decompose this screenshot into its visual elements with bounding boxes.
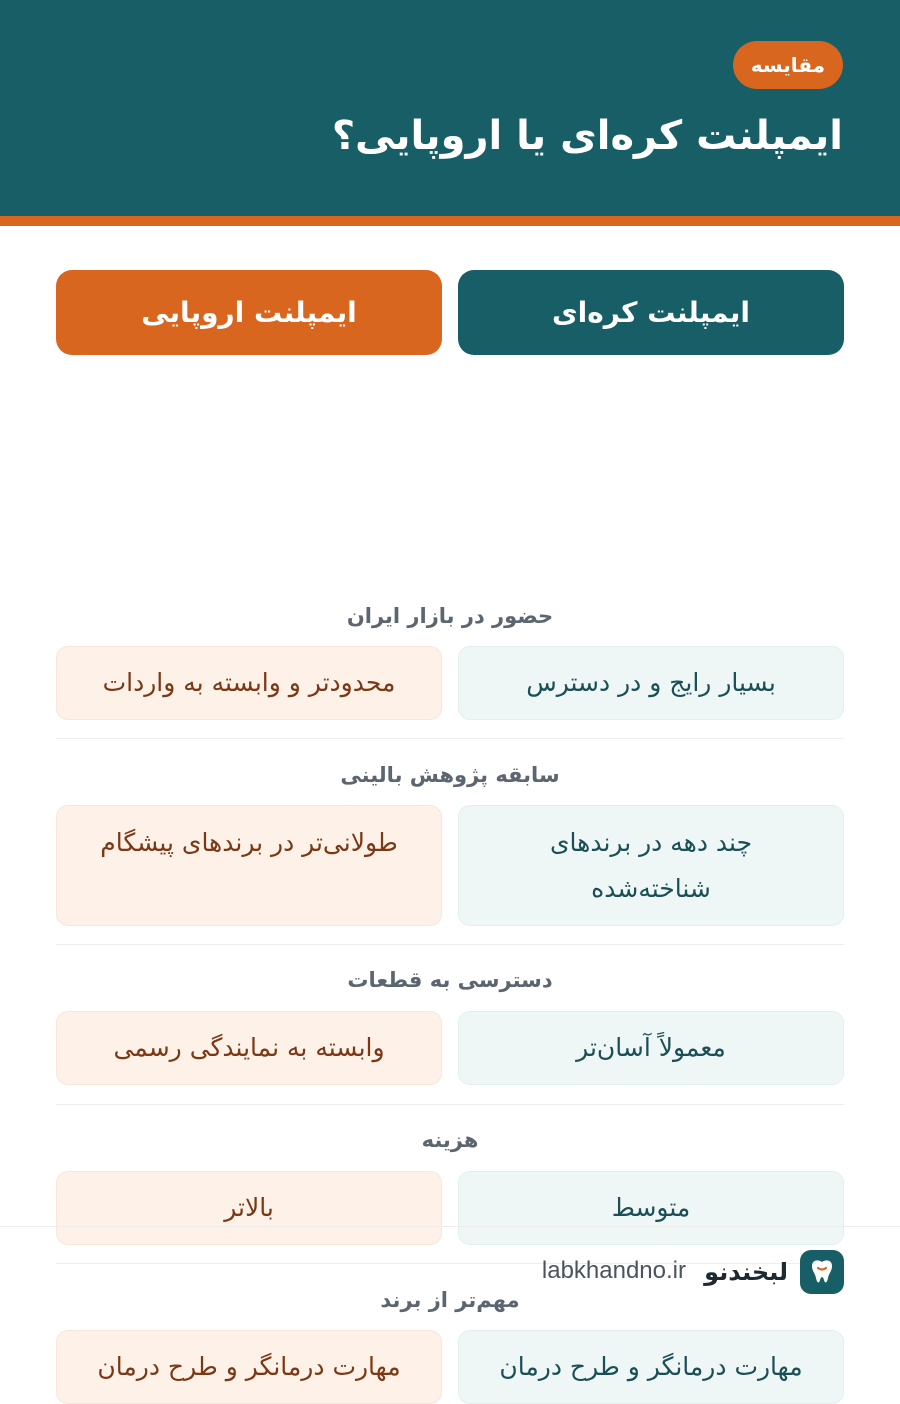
cell-european: طولانی‌تر در برندهای پیشگام: [56, 805, 442, 926]
cell-european: وابسته به نمایندگی رسمی: [56, 1011, 442, 1085]
column-header-korean: ایمپلنت کره‌ای: [458, 270, 844, 355]
row-label-market-presence: حضور در بازار ایران: [56, 602, 844, 630]
cell-european: مهارت درمانگر و طرح درمان: [56, 1330, 442, 1404]
row-divider: [56, 1104, 844, 1105]
tooth-icon: [800, 1250, 844, 1294]
page-title: ایمپلنت کره‌ای یا اروپایی؟: [332, 108, 843, 164]
column-header-european: ایمپلنت اروپایی: [56, 270, 442, 355]
cell-korean: معمولاً آسان‌تر: [458, 1011, 844, 1085]
cell-european: بالاتر: [56, 1171, 442, 1245]
row-divider: [56, 944, 844, 945]
row-label-cost: هزینه: [56, 1126, 844, 1154]
table-row: [56, 1011, 844, 1085]
row-label-parts-access: دسترسی به قطعات: [56, 966, 844, 994]
row-divider: [56, 738, 844, 739]
comparison-badge: مقایسه: [733, 41, 843, 89]
cell-korean: متوسط: [458, 1171, 844, 1245]
header: [0, 0, 900, 216]
cell-korean: مهارت درمانگر و طرح درمان: [458, 1330, 844, 1404]
table-row: [56, 805, 844, 926]
website-link[interactable]: labkhandno.ir: [542, 1256, 686, 1286]
cell-korean: بسیار رایج و در دسترس: [458, 646, 844, 720]
cell-korean: چند دهه در برندهای شناخته‌شده: [458, 805, 844, 926]
header-accent-stripe: [0, 216, 900, 226]
table-row: [56, 646, 844, 720]
cell-european: محدودتر و وابسته به واردات: [56, 646, 442, 720]
row-label-clinical-research: سابقه پژوهش بالینی: [56, 761, 844, 789]
row-label-more-important: مهم‌تر از برند: [56, 1286, 844, 1314]
column-headers: [56, 270, 844, 355]
footer: [0, 1226, 900, 1324]
table-row: [56, 1330, 844, 1404]
brand-name: لبخندنو: [704, 1257, 788, 1287]
